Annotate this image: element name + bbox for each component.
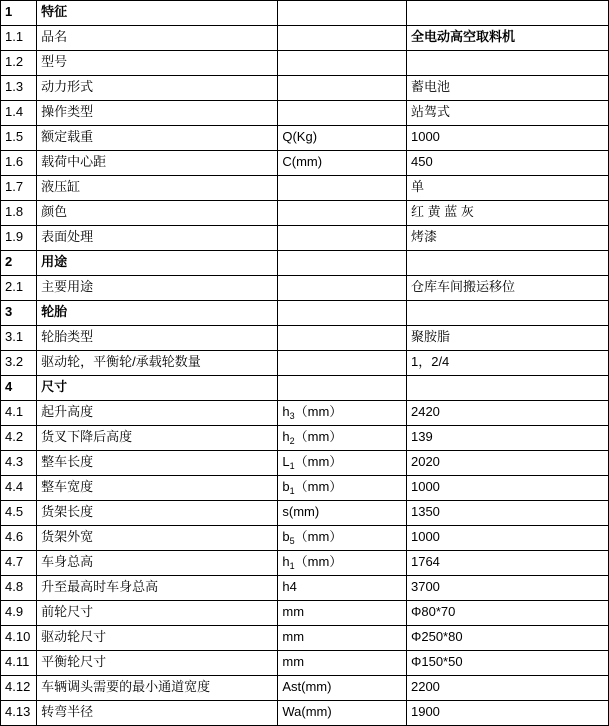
row-symbol-unit: C(mm): [278, 151, 407, 176]
row-label: 升至最高时车身总高: [37, 576, 278, 601]
row-value: 2420: [406, 401, 608, 426]
row-value: Φ150*50: [406, 651, 608, 676]
table-row: [1, 526, 609, 551]
symbol-base: b: [282, 479, 290, 495]
row-symbol-unit: [278, 1, 407, 26]
symbol-base: h: [282, 404, 290, 420]
row-number: 4.3: [1, 451, 37, 476]
row-value: 聚胺脂: [406, 326, 608, 351]
row-label: 用途: [37, 251, 278, 276]
row-number: 4.11: [1, 651, 37, 676]
section-row: [1, 376, 609, 401]
symbol-unit-tail: （mm）: [294, 404, 343, 420]
row-number: 4.2: [1, 426, 37, 451]
section-row: [1, 251, 609, 276]
table-row: [1, 201, 609, 226]
row-symbol-unit: [278, 226, 407, 251]
row-value: 3700: [406, 576, 608, 601]
table-row: [1, 501, 609, 526]
row-value: 仓库车间搬运移位: [406, 276, 608, 301]
symbol-subscript: 1: [289, 561, 295, 572]
row-number: 4.9: [1, 601, 37, 626]
row-label: 载荷中心距: [37, 151, 278, 176]
table-body: [1, 1, 609, 726]
table-row: [1, 126, 609, 151]
row-label: 尺寸: [37, 376, 278, 401]
symbol-unit-tail: （mm）: [294, 479, 343, 495]
row-label: 货架长度: [37, 501, 278, 526]
row-label: 轮胎类型: [37, 326, 278, 351]
row-value: [406, 251, 608, 276]
row-number: 4.6: [1, 526, 37, 551]
row-value: [406, 51, 608, 76]
table-row: [1, 326, 609, 351]
row-label: 液压缸: [37, 176, 278, 201]
table-row: [1, 426, 609, 451]
row-number: 1.3: [1, 76, 37, 101]
row-value: 2200: [406, 676, 608, 701]
row-number: 2.1: [1, 276, 37, 301]
row-value: 单: [406, 176, 608, 201]
table-row: [1, 651, 609, 676]
row-number: 4.13: [1, 701, 37, 726]
symbol-subscript: 1: [289, 461, 295, 472]
row-number: 4.12: [1, 676, 37, 701]
row-label: 主要用途: [37, 276, 278, 301]
row-label: 表面处理: [37, 226, 278, 251]
table-row: [1, 101, 609, 126]
row-symbol-unit: [278, 201, 407, 226]
row-symbol-unit-subscript: [278, 526, 407, 551]
table-row: [1, 51, 609, 76]
row-number: 1.2: [1, 51, 37, 76]
table-row: [1, 451, 609, 476]
row-value: 1000: [406, 526, 608, 551]
table-row: [1, 601, 609, 626]
row-label: 额定载重: [37, 126, 278, 151]
row-value: [406, 301, 608, 326]
row-number: 4.1: [1, 401, 37, 426]
row-symbol-unit: [278, 76, 407, 101]
row-label: 车辆调头需要的最小通道宽度: [37, 676, 278, 701]
row-number: 1.5: [1, 126, 37, 151]
table-row: [1, 276, 609, 301]
row-symbol-unit: mm: [278, 601, 407, 626]
table-row: [1, 26, 609, 51]
symbol-unit-tail: （mm）: [294, 454, 343, 470]
row-symbol-unit-subscript: [278, 551, 407, 576]
row-label: 车身总高: [37, 551, 278, 576]
row-value: 139: [406, 426, 608, 451]
row-number: 1.8: [1, 201, 37, 226]
row-label: 整车宽度: [37, 476, 278, 501]
table-row: [1, 226, 609, 251]
row-value: 1350: [406, 501, 608, 526]
row-value: 1000: [406, 126, 608, 151]
section-row: [1, 301, 609, 326]
row-number: 4.5: [1, 501, 37, 526]
row-number: 1: [1, 1, 37, 26]
row-value: [406, 1, 608, 26]
row-value: Φ250*80: [406, 626, 608, 651]
row-value: 1000: [406, 476, 608, 501]
row-number: 1.4: [1, 101, 37, 126]
row-number: 4.7: [1, 551, 37, 576]
row-symbol-unit-subscript: [278, 476, 407, 501]
symbol-base: b: [282, 529, 290, 545]
row-symbol-unit-subscript: [278, 426, 407, 451]
row-symbol-unit: [278, 326, 407, 351]
table-row: [1, 476, 609, 501]
row-value: 红 黄 蓝 灰: [406, 201, 608, 226]
row-symbol-unit: [278, 351, 407, 376]
row-label: 动力形式: [37, 76, 278, 101]
row-value: Φ80*70: [406, 601, 608, 626]
row-number: 4.4: [1, 476, 37, 501]
row-value: 蓄电池: [406, 76, 608, 101]
row-symbol-unit: [278, 376, 407, 401]
row-label: 货架外宽: [37, 526, 278, 551]
row-number: 1.9: [1, 226, 37, 251]
row-symbol-unit: [278, 276, 407, 301]
row-number: 4: [1, 376, 37, 401]
row-symbol-unit: [278, 301, 407, 326]
symbol-base: h: [282, 554, 290, 570]
row-value: 烤漆: [406, 226, 608, 251]
row-label: 整车长度: [37, 451, 278, 476]
row-symbol-unit: [278, 51, 407, 76]
table-row: [1, 176, 609, 201]
row-symbol-unit: [278, 176, 407, 201]
row-number: 2: [1, 251, 37, 276]
row-label: 品名: [37, 26, 278, 51]
row-symbol-unit-subscript: [278, 451, 407, 476]
row-symbol-unit: [278, 251, 407, 276]
row-label: 驱动轮尺寸: [37, 626, 278, 651]
row-value: 1764: [406, 551, 608, 576]
table-row: [1, 551, 609, 576]
row-symbol-unit: mm: [278, 626, 407, 651]
symbol-unit-tail: （mm）: [294, 554, 343, 570]
row-number: 1.7: [1, 176, 37, 201]
symbol-base: h: [282, 429, 290, 445]
row-label: 前轮尺寸: [37, 601, 278, 626]
row-label: 平衡轮尺寸: [37, 651, 278, 676]
table-row: [1, 701, 609, 726]
symbol-subscript: 3: [289, 411, 295, 422]
symbol-base: L: [282, 454, 290, 470]
row-symbol-unit: Ast(mm): [278, 676, 407, 701]
row-number: 1.1: [1, 26, 37, 51]
row-symbol-unit: s(mm): [278, 501, 407, 526]
row-number: 4.8: [1, 576, 37, 601]
row-value: 全电动高空取料机: [406, 26, 608, 51]
row-value: 站驾式: [406, 101, 608, 126]
symbol-subscript: 1: [289, 486, 295, 497]
table-row: [1, 576, 609, 601]
section-row: [1, 1, 609, 26]
row-value: 450: [406, 151, 608, 176]
row-number: 3: [1, 301, 37, 326]
row-number: 3.1: [1, 326, 37, 351]
table-row: [1, 401, 609, 426]
row-number: 1.6: [1, 151, 37, 176]
table-row: [1, 351, 609, 376]
row-value: 1，2/4: [406, 351, 608, 376]
table-row: [1, 76, 609, 101]
row-label: 型号: [37, 51, 278, 76]
row-symbol-unit: Wa(mm): [278, 701, 407, 726]
table-row: [1, 626, 609, 651]
symbol-unit-tail: （mm）: [294, 429, 343, 445]
row-value: 2020: [406, 451, 608, 476]
symbol-unit-tail: （mm）: [294, 529, 343, 545]
row-value: 1900: [406, 701, 608, 726]
row-symbol-unit: Q(Kg): [278, 126, 407, 151]
row-symbol-unit: h4: [278, 576, 407, 601]
row-label: 驱动轮，平衡轮/承载轮数量: [37, 351, 278, 376]
row-number: 3.2: [1, 351, 37, 376]
row-label: 颜色: [37, 201, 278, 226]
row-label: 起升高度: [37, 401, 278, 426]
row-symbol-unit: [278, 26, 407, 51]
row-symbol-unit: mm: [278, 651, 407, 676]
row-label: 特征: [37, 1, 278, 26]
row-value: [406, 376, 608, 401]
symbol-subscript: 5: [289, 536, 295, 547]
row-symbol-unit: [278, 101, 407, 126]
symbol-subscript: 2: [289, 436, 295, 447]
table-row: [1, 676, 609, 701]
row-label: 货叉下降后高度: [37, 426, 278, 451]
row-label: 操作类型: [37, 101, 278, 126]
row-symbol-unit-subscript: [278, 401, 407, 426]
row-number: 4.10: [1, 626, 37, 651]
row-label: 转弯半径: [37, 701, 278, 726]
table-row: [1, 151, 609, 176]
row-label: 轮胎: [37, 301, 278, 326]
